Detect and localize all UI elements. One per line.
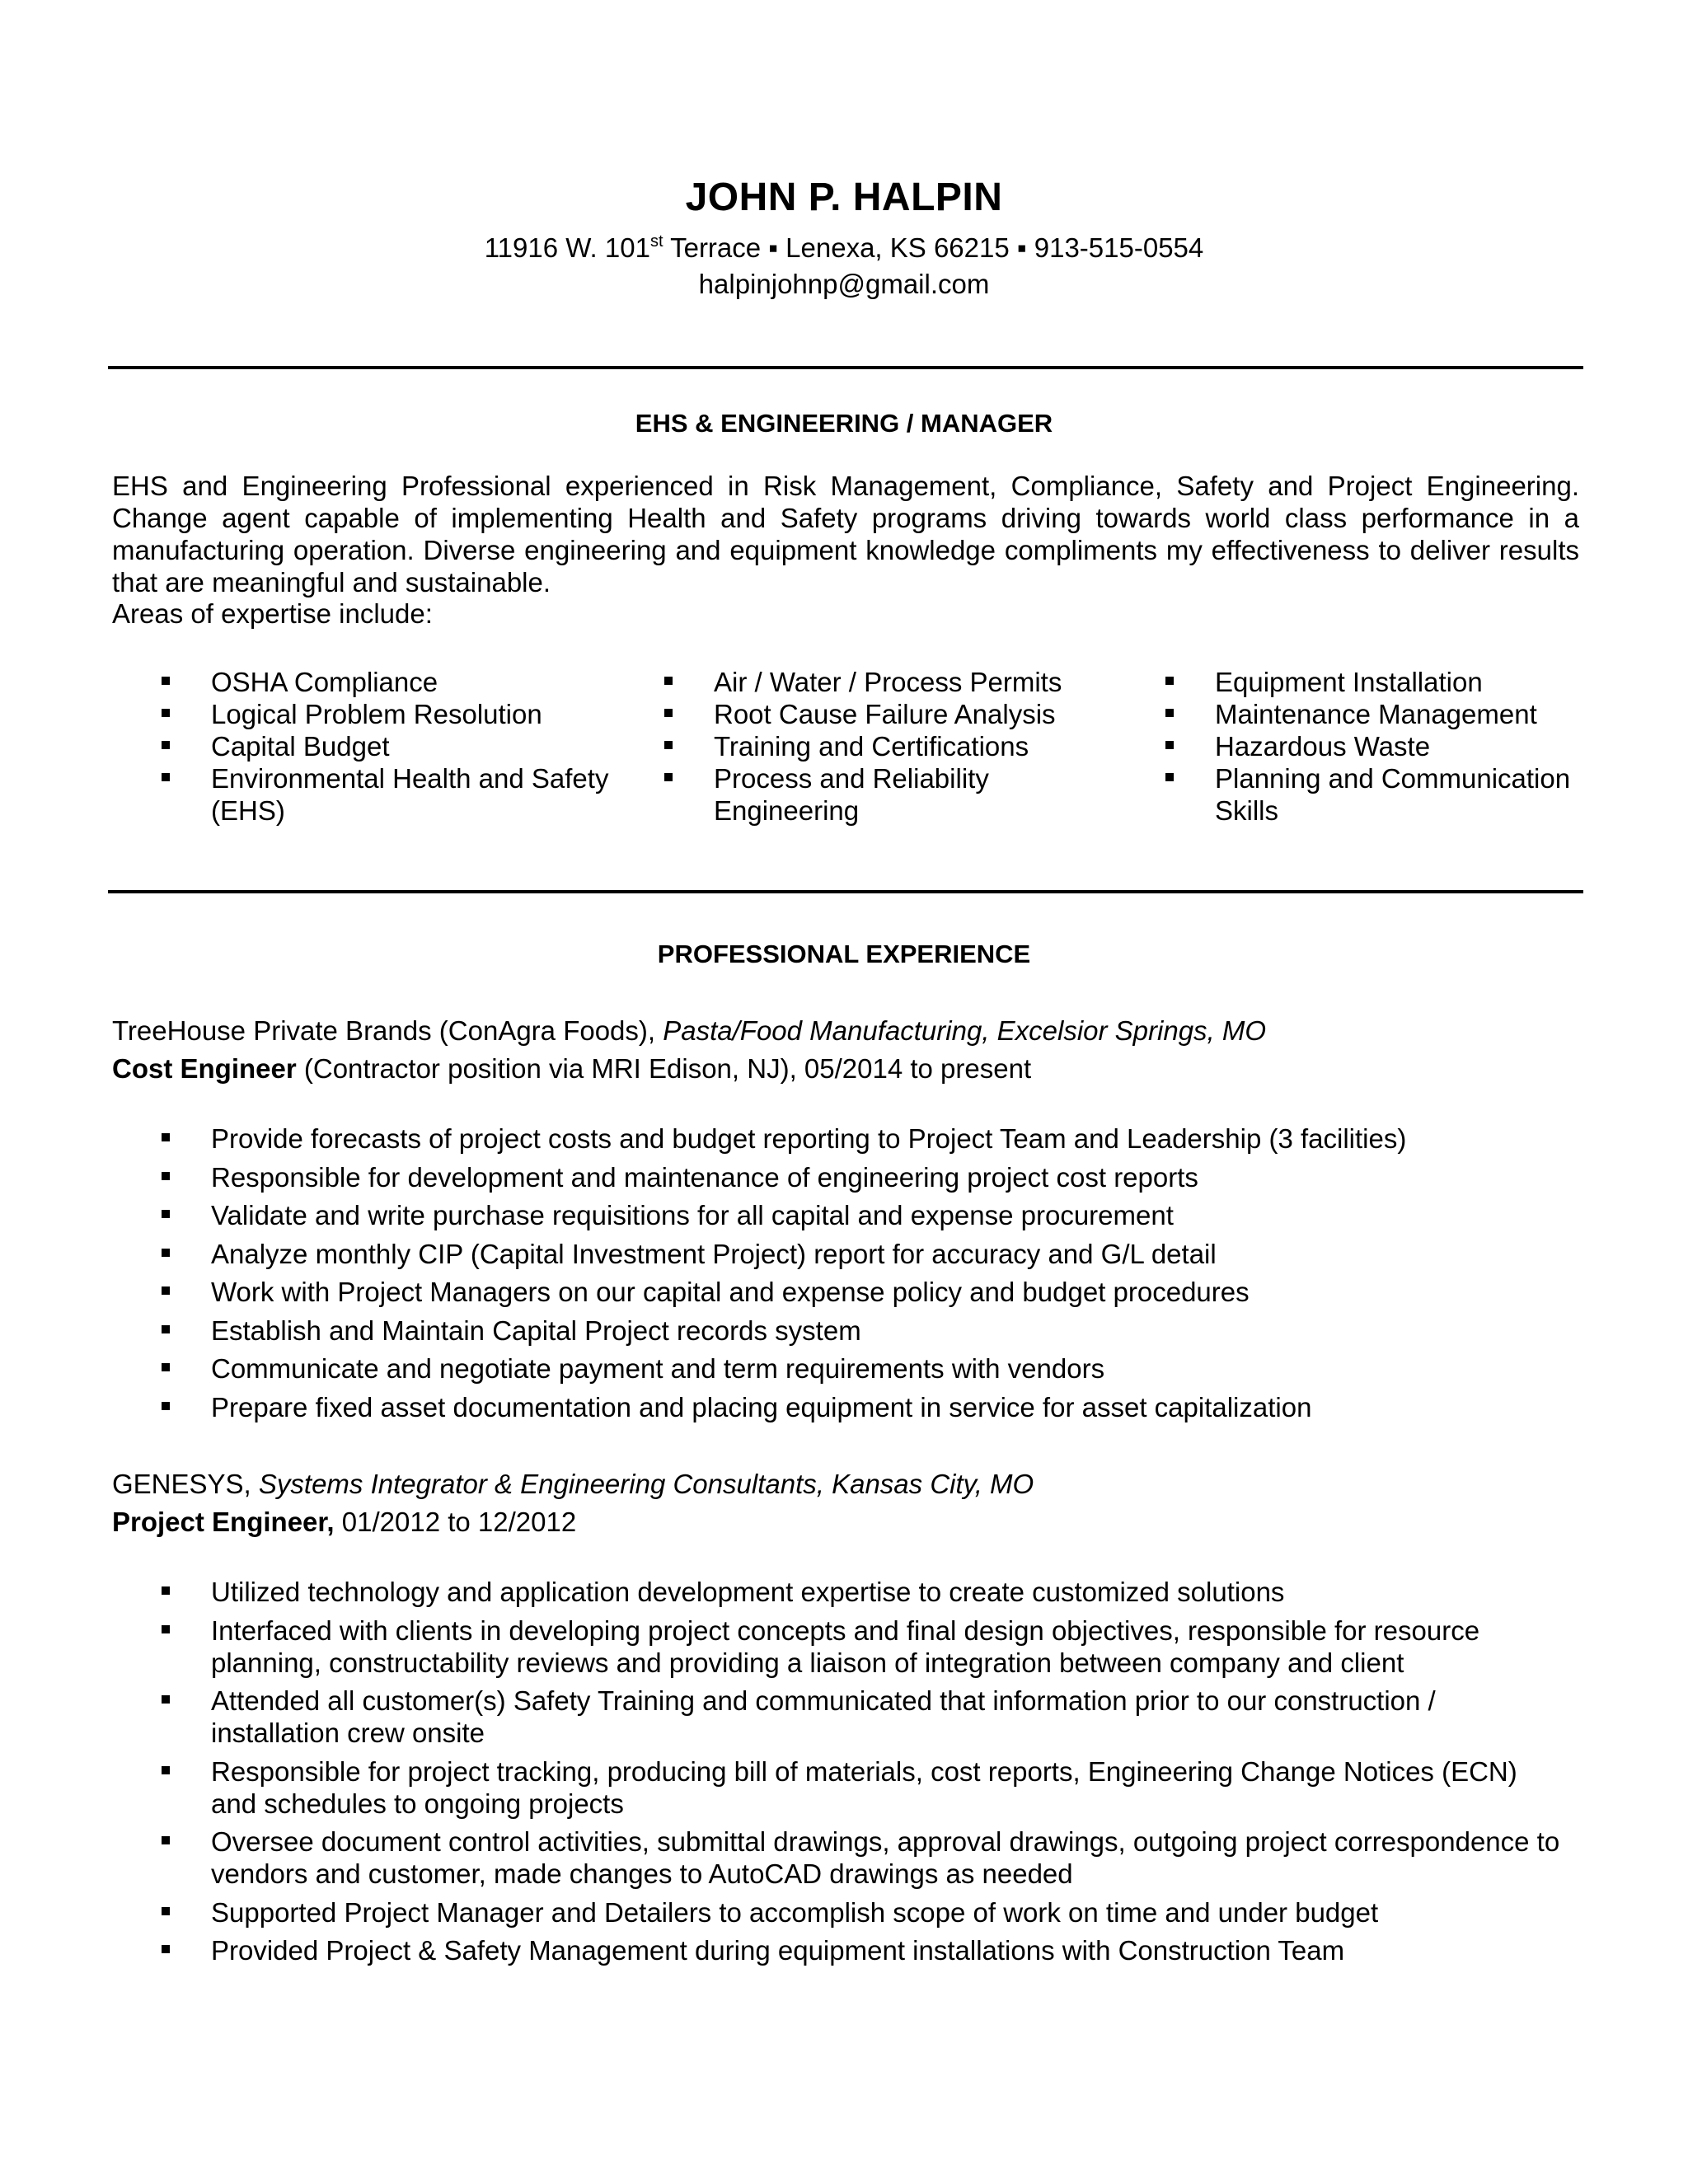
company-name: GENESYS, [112, 1469, 259, 1499]
job-bullet: Utilized technology and application development expertise to create customized solutions [162, 1576, 1563, 1608]
job-bullet: Communicate and negotiate payment and term requirements with vendors [162, 1352, 1563, 1385]
expertise-item: Root Cause Failure Analysis [664, 698, 1126, 730]
expertise-item: Equipment Installation [1165, 666, 1594, 698]
address-start: 11916 W. 101 [484, 232, 650, 263]
job-role [112, 1507, 576, 1538]
role-title: Project Engineer, [112, 1507, 335, 1537]
job-bullet: Validate and write purchase requisitions for all capital and expense procurement [162, 1199, 1563, 1231]
expertise-item: Logical Problem Resolution [162, 698, 623, 730]
expertise-item: Capital Budget [162, 730, 623, 762]
job-bullet: Attended all customer(s) Safety Training and communicated that information prior to our construction / installation crew onsite [162, 1685, 1563, 1749]
expertise-column-3 [1165, 666, 1594, 827]
email-address: halpinjohnp@gmail.com [698, 269, 990, 299]
areas-label: Areas of expertise include: [112, 598, 433, 629]
candidate-name: JOHN P. HALPIN [685, 176, 1003, 219]
role-detail: 01/2012 to 12/2012 [334, 1507, 577, 1537]
job-bullet: Prepare fixed asset documentation and placing equipment in service for asset capitalization [162, 1391, 1563, 1423]
expertise-item: OSHA Compliance [162, 666, 623, 698]
company-detail: Pasta/Food Manufacturing, Excelsior Springs, MO [663, 1015, 1267, 1046]
job-bullet: Provided Project & Safety Management during equipment installations with Construction Team [162, 1934, 1563, 1966]
job-bullet: Interfaced with clients in developing project concepts and final design objectives, responsible for resource planning, constructability reviews and providing a liaison of integration between company and client [162, 1615, 1563, 1679]
expertise-column-2 [664, 666, 1126, 827]
expertise-item: Planning and Communication Skills [1165, 762, 1594, 827]
job-bullet: Responsible for project tracking, producing bill of materials, cost reports, Engineering Change Notices (ECN) and schedules to ongoing projects [162, 1755, 1563, 1820]
summary-heading: EHS & ENGINEERING / MANAGER [635, 409, 1053, 438]
expertise-item: Hazardous Waste [1165, 730, 1594, 762]
expertise-item: Training and Certifications [664, 730, 1126, 762]
job-role [112, 1053, 1031, 1085]
expertise-item: Environmental Health and Safety (EHS) [162, 762, 623, 827]
summary-text: EHS and Engineering Professional experienced in Risk Management, Compliance, Safety and Project Engineering. Change agent capable of implementing Health and Safety programs driving towards world class performance in a manufacturing operation. Diverse engineering and equipment knowledge compliments my effectiveness to deliver results that are meaningful and sustainable. [112, 471, 1579, 598]
experience-heading: PROFESSIONAL EXPERIENCE [657, 940, 1031, 968]
role-detail: (Contractor position via MRI Edison, NJ), 05/2014 to present [296, 1053, 1032, 1084]
job-bullets [162, 1576, 1563, 1973]
job-bullet: Responsible for development and maintenance of engineering project cost reports [162, 1161, 1563, 1193]
address-superscript: st [649, 232, 663, 251]
section-divider [108, 366, 1583, 369]
role-title: Cost Engineer [112, 1053, 297, 1084]
company-detail: Systems Integrator & Engineering Consultants, Kansas City, MO [258, 1469, 1034, 1499]
job-bullet: Provide forecasts of project costs and budget reporting to Project Team and Leadership (3 facilities) [162, 1122, 1563, 1155]
expertise-item: Maintenance Management [1165, 698, 1594, 730]
company-name: TreeHouse Private Brands (ConAgra Foods), [112, 1015, 663, 1046]
job-bullet: Work with Project Managers on our capital and expense policy and budget procedures [162, 1276, 1563, 1308]
expertise-column-1 [162, 666, 623, 827]
expertise-item: Process and Reliability Engineering [664, 762, 1126, 827]
job-bullet: Supported Project Manager and Detailers to accomplish scope of work on time and under budget [162, 1896, 1563, 1929]
summary-paragraph [112, 470, 1579, 598]
address-end: Terrace ▪ Lenexa, KS 66215 ▪ 913-515-0554 [663, 232, 1204, 263]
job-bullet: Establish and Maintain Capital Project records system [162, 1315, 1563, 1347]
job-bullet: Oversee document control activities, submittal drawings, approval drawings, outgoing project correspondence to vendors and customer, made changes to AutoCAD drawings as needed [162, 1825, 1563, 1890]
job-bullets [162, 1122, 1563, 1429]
contact-line [0, 232, 1688, 264]
job-bullet: Analyze monthly CIP (Capital Investment Project) report for accuracy and G/L detail [162, 1238, 1563, 1270]
expertise-item: Air / Water / Process Permits [664, 666, 1126, 698]
job-company [112, 1015, 1266, 1047]
section-divider [108, 890, 1583, 893]
job-company [112, 1469, 1034, 1500]
